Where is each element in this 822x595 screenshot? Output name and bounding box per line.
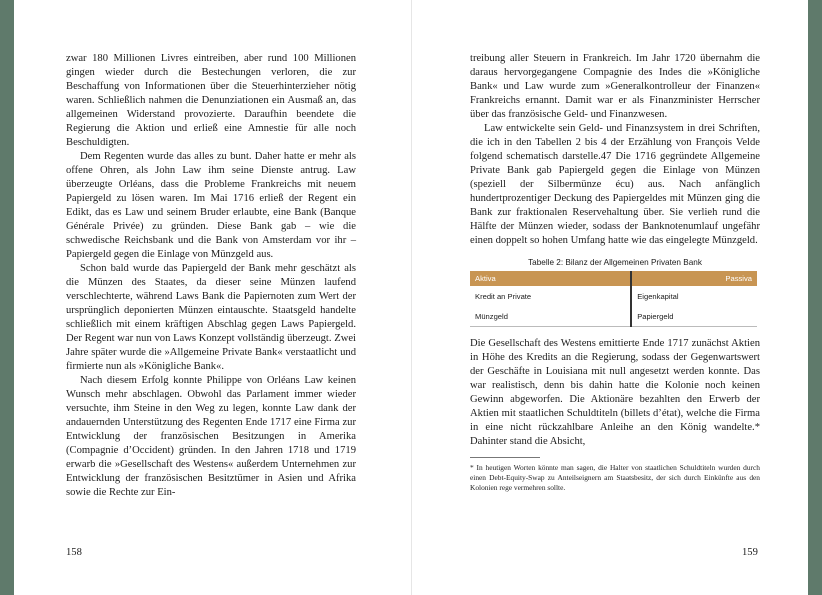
table-row (470, 306, 757, 327)
table-cell: Kredit an Private (470, 286, 631, 306)
balance-table (470, 271, 757, 327)
paragraph: zwar 180 Millionen Livres eintreiben, aber rund 100 Millionen gingen wieder durch die Bestechungen verloren, die zur Beschaffung von Informationen über die Steuerhinterzieher nötig waren. Schließlich nahmen die Denunziationen ein Ausmaß an, das allgemeinen Widerstand provozierte. Daraufhin beendete die Regierung die Aktion und erließ eine Amnestie für alle noch Beschuldigten. (66, 53, 356, 148)
right-page (470, 52, 760, 493)
table-row (470, 286, 757, 306)
paragraph: Dem Regenten wurde das alles zu bunt. Daher hatte er mehr als offene Ohren, als John Law ihm seine Dienste antrug. Law überzeugte Orléans, dass die Probleme Frankreichs mit neuem Papiergeld zu lösen waren. Im Mai 1716 erließ der Regent ein Edikt, das es Law und seinem Bruder erlaubte, eine Bank (Banque Générale Privée) zu gründen. Diese Bank gab – wie die schwedische Reichsbank und die Bank von Amsterdam vor ihr – Papiergeld gegen die Einlage von Münzgeld aus. (66, 151, 356, 260)
paragraph: Die Gesellschaft des Westens emittierte Ende 1717 zunächst Aktien in Höhe des Kredits an die Regierung, sodass der Gegenwartswert der Geschäfte in Louisiana mit null angesetzt werden konnte. Das war realistisch, denn bis dahin hatte die Kolonie noch keinen Gewinn abgeworfen. Die Aktionäre bezahlten den Erwerb der Aktien mit staatlichen Schuldtiteln (billets d’état), welche die Firma in eine nicht rückzahlbare Anleihe an den König wandelte.* Dahinter stand die Absicht, (470, 338, 760, 447)
paragraph: treibung aller Steuern in Frankreich. Im Jahr 1720 übernahm die daraus hervorgegangene Compagnie des Indes die »Königliche Bank« und Law wurde zum »Generalkontrolleur der Finanzen« Frankreichs ernannt. Damit war er als Finanzminister Herrscher über das französische Geld- und Finanzwesen. (470, 53, 760, 120)
header-passiva: Passiva (631, 271, 757, 286)
table-cell: Münzgeld (470, 306, 631, 327)
paragraph: Nach diesem Erfolg konnte Philippe von Orléans Law keinen Wunsch mehr abschlagen. Obwohl das Parlament immer wieder versuchte, ihm Steine in den Weg zu legen, konnte Law dank der andauernden Unterstützung des Regenten Ende 1717 eine Firma zur Entwicklung der französischen Besitzungen in Amerika (Compagnie d’Occident) gründen. In den Jahren 1718 und 1719 erwarb die »Gesellschaft des Westens« außerdem Unternehmen zur Entwicklung der französischen Besitztümer in Asien und Afrika sowie die Rechte zur Ein- (66, 375, 356, 498)
page-gutter (411, 0, 412, 595)
footnote (470, 457, 760, 493)
paragraph: Law entwickelte sein Geld- und Finanzsystem in drei Schriften, die ich in den Tabellen 2 bis 4 der Erzählung von François Velde folgend schematisch darstelle.47 Die 1716 gegründete Allgemeine Private Bank gab Papiergeld gegen die Einlage von Münzen (speziell der Silbermünze écu) aus. Nach anfänglich hundertprozentiger Deckung des Papiergeldes mit Münzen ging die Bank zur fraktionalen Reservehaltung über. Sie verlieh rund die Hälfte der Münzen wieder, sodass der Banknotenumlauf ungefähr einen doppelt so hohen Umfang hatte wie das eingelegte Münzgeld. (470, 123, 760, 246)
header-aktiva: Aktiva (470, 271, 631, 286)
page-number-right: 159 (742, 547, 758, 558)
table-cell: Papiergeld (631, 306, 757, 327)
page-number-left: 158 (66, 547, 82, 558)
table-header-row (470, 271, 757, 286)
table-cell: Eigenkapital (631, 286, 757, 306)
footnote-rule (470, 457, 540, 458)
paragraph: Schon bald wurde das Papiergeld der Bank mehr geschätzt als die Münzen des Staates, da dieser seine Münzen laufend verschlechterte, während Laws Bank die Papiernoten zum Wert der ursprünglich deponierten Münzen eintauschte. Staatsgeld handelte schließlich mit einem kräftigen Abschlag gegen Laws Papiergeld. Der Regent war nun von Laws Konzept vollständig überzeugt. Zwei Jahre später wurde die »Allgemeine Private Bank« verstaatlicht und firmierte nun als »Königliche Bank«. (66, 263, 356, 372)
left-page (66, 52, 356, 500)
book-spread (14, 0, 808, 595)
table-caption: Tabelle 2: Bilanz der Allgemeinen Privaten Bank (528, 258, 702, 267)
footnote-text: * In heutigen Worten könnte man sagen, die Halter von staatlichen Schuldtiteln wurden durch einen Debt-Equity-Swap zu Anteilseignern am Staatsbesitz, der sich durch Einkünfte aus den Kolonien rege vermehren sollte. (470, 463, 760, 492)
